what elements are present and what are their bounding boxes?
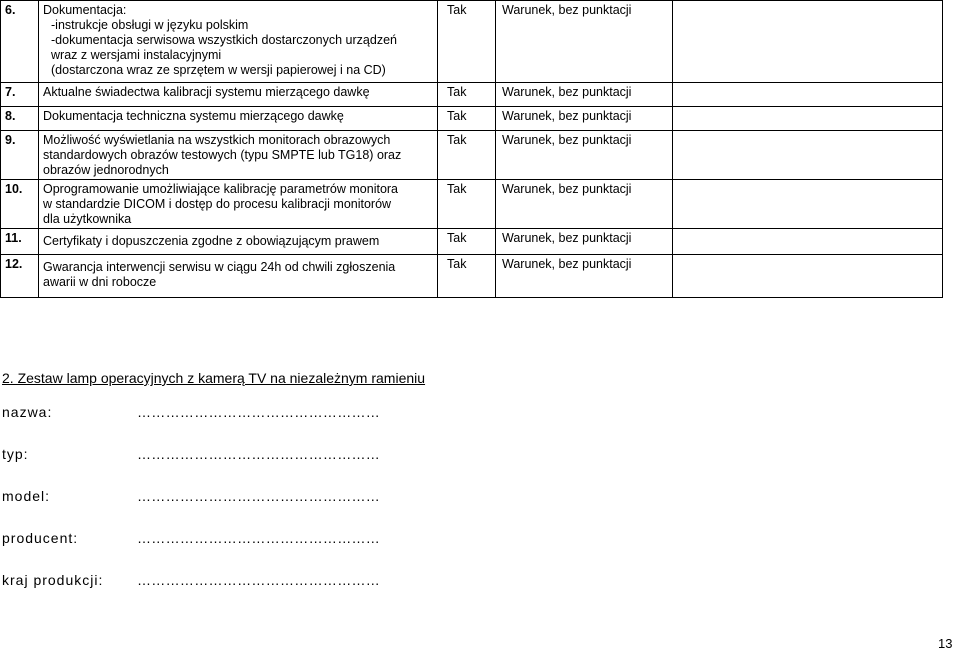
table-row <box>1 107 943 131</box>
description-line: Certyfikaty i dopuszczenia zgodne z obowiązującym prawem <box>43 234 380 248</box>
table-row <box>1 83 943 107</box>
row-points: Warunek, bez punktacji <box>496 1 673 83</box>
row-answer: Tak <box>438 131 496 180</box>
row-empty-cell <box>673 131 943 180</box>
field-label-typ: typ: <box>2 446 29 462</box>
row-number: 7. <box>1 83 39 107</box>
description-line: Oprogramowanie umożliwiające kalibrację parametrów monitora <box>43 182 399 196</box>
field-value-typ: …………………………………………… <box>137 446 381 462</box>
row-description <box>39 83 438 107</box>
row-number: 6. <box>1 1 39 83</box>
field-value-nazwa: …………………………………………… <box>137 404 381 420</box>
row-answer: Tak <box>438 83 496 107</box>
description-line: awarii w dni robocze <box>43 275 157 289</box>
row-answer: Tak <box>438 180 496 229</box>
field-label-producent: producent: <box>2 530 79 546</box>
row-number: 9. <box>1 131 39 180</box>
row-answer: Tak <box>438 107 496 131</box>
field-label-nazwa: nazwa: <box>2 404 53 420</box>
description-line: Dokumentacja techniczna systemu mierzącego dawkę <box>43 109 344 123</box>
description-line: -instrukcje obsługi w języku polskim <box>51 18 249 32</box>
row-points: Warunek, bez punktacji <box>496 180 673 229</box>
row-points: Warunek, bez punktacji <box>496 131 673 180</box>
section-heading: 2. Zestaw lamp operacyjnych z kamerą TV na niezależnym ramieniu <box>2 370 426 386</box>
row-number: 10. <box>1 180 39 229</box>
page-number: 13 <box>938 636 953 651</box>
row-description <box>39 180 438 229</box>
row-answer: Tak <box>438 1 496 83</box>
row-description <box>39 255 438 298</box>
row-number: 12. <box>1 255 39 298</box>
row-points: Warunek, bez punktacji <box>496 255 673 298</box>
description-line: obrazów jednorodnych <box>43 163 169 177</box>
row-number: 8. <box>1 107 39 131</box>
description-line: standardowych obrazów testowych (typu SMPTE lub TG18) oraz <box>43 148 402 162</box>
description-line: wraz z wersjami instalacyjnymi <box>51 48 222 62</box>
field-value-producent: …………………………………………… <box>137 530 381 546</box>
table-row <box>1 180 943 229</box>
table-row <box>1 229 943 255</box>
description-line: dla użytkownika <box>43 212 132 226</box>
row-empty-cell <box>673 1 943 83</box>
table-row <box>1 1 943 83</box>
field-label-kraj-produkcji: kraj produkcji: <box>2 572 104 588</box>
field-value-model: …………………………………………… <box>137 488 381 504</box>
table-row <box>1 131 943 180</box>
row-empty-cell <box>673 83 943 107</box>
row-description <box>39 107 438 131</box>
row-number: 11. <box>1 229 39 255</box>
row-answer: Tak <box>438 255 496 298</box>
description-line: Dokumentacja: <box>43 3 127 17</box>
table-row <box>1 255 943 298</box>
row-empty-cell <box>673 107 943 131</box>
row-points: Warunek, bez punktacji <box>496 107 673 131</box>
row-description <box>39 229 438 255</box>
row-points: Warunek, bez punktacji <box>496 229 673 255</box>
specification-table <box>0 0 943 298</box>
description-line: Aktualne świadectwa kalibracji systemu mierzącego dawkę <box>43 85 370 99</box>
description-line: -dokumentacja serwisowa wszystkich dostarczonych urządzeń <box>51 33 397 47</box>
row-empty-cell <box>673 255 943 298</box>
description-line: (dostarczona wraz ze sprzętem w wersji papierowej i na CD) <box>51 63 386 77</box>
description-line: Możliwość wyświetlania na wszystkich monitorach obrazowych <box>43 133 391 147</box>
row-points: Warunek, bez punktacji <box>496 83 673 107</box>
description-line: w standardzie DICOM i dostęp do procesu kalibracji monitorów <box>43 197 392 211</box>
row-empty-cell <box>673 180 943 229</box>
description-line: Gwarancja interwencji serwisu w ciągu 24h od chwili zgłoszenia <box>43 260 396 274</box>
field-label-model: model: <box>2 488 51 504</box>
row-description <box>39 131 438 180</box>
row-answer: Tak <box>438 229 496 255</box>
row-empty-cell <box>673 229 943 255</box>
field-value-kraj-produkcji: …………………………………………… <box>137 572 381 588</box>
row-description <box>39 1 438 83</box>
